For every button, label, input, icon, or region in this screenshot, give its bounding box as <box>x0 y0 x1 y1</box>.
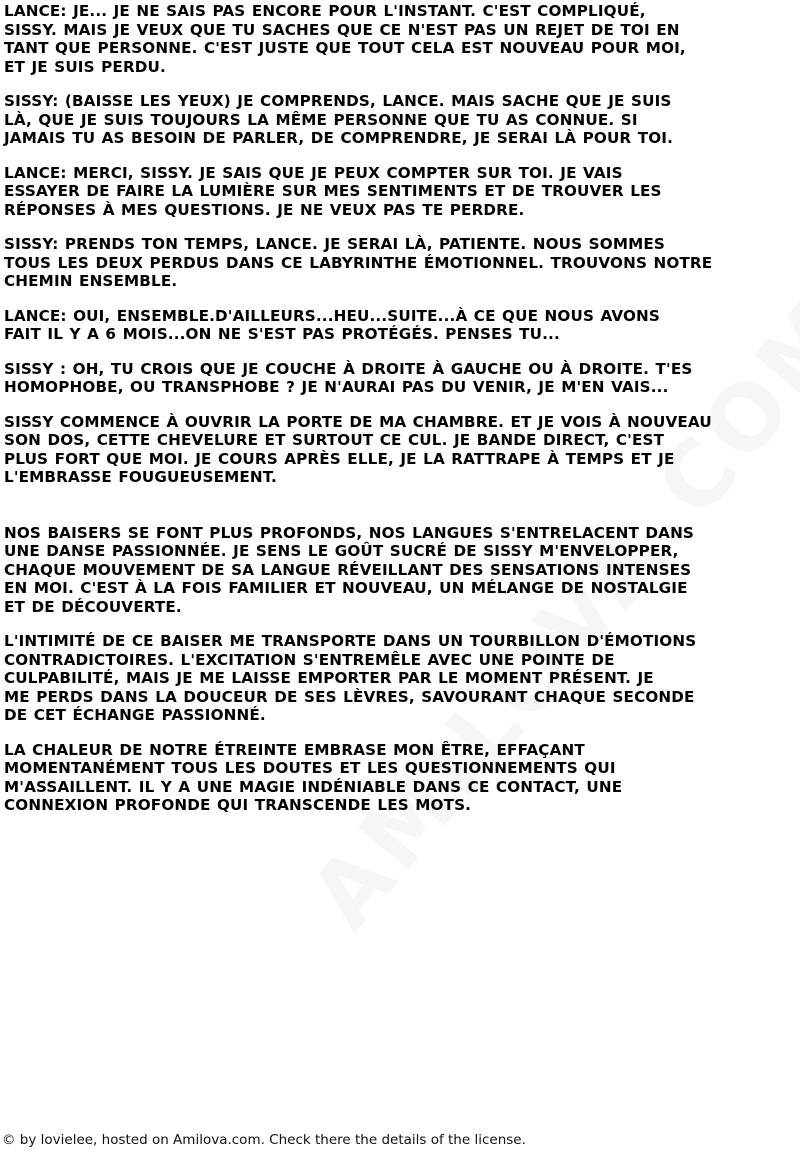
paragraph-4: SISSY: PRENDS TON TEMPS, LANCE. JE SERAI LÀ, PATIENTE. NOUS SOMMES TOUS LES DEUX PERDUS DANS CE LABYRINTHE ÉMOTIONNEL. TROUVONS NOTRE CHEMIN ENSEMBLE. <box>4 235 713 290</box>
license-footer: © by lovielee, hosted on Amilova.com. Check there the details of the license. <box>2 1132 526 1148</box>
paragraph-9: L'INTIMITÉ DE CE BAISER ME TRANSPORTE DANS UN TOURBILLON D'ÉMOTIONS CONTRADICTOIRES. L'EXCITATION S'ENTREMÊLE AVEC UNE POINTE DE CULPABILITÉ, MAIS JE ME LAISSE EMPORTER PAR LE MOMENT PRÉSENT. JE ME PERDS DANS LA DOUCEUR DE SES LÈVRES, SAVOURANT CHAQUE SECONDE DE CET ÉCHANGE PASSIONNÉ. <box>4 632 697 724</box>
paragraph-8: NOS BAISERS SE FONT PLUS PROFONDS, NOS LANGUES S'ENTRELACENT DANS UNE DANSE PASSIONNÉE. JE SENS LE GOÛT SUCRÉ DE SISSY M'ENVELOPPER, CHAQUE MOUVEMENT DE SA LANGUE RÉVEILLANT DES SENSATIONS INTENSES EN MOI. C'EST À LA FOIS FAMILIER ET NOUVEAU, UN MÉLANGE DE NOSTALGIE ET DE DÉCOUVERTE. <box>4 523 695 616</box>
paragraph-6: SISSY : OH, TU CROIS QUE JE COUCHE À DROITE À GAUCHE OU À DROITE. T'ES HOMOPHOBE, OU TRANSPHOBE ? JE N'AURAI PAS DU VENIR, JE M'EN VAIS... <box>4 359 693 396</box>
paragraph-3: LANCE: MERCI, SISSY. JE SAIS QUE JE PEUX COMPTER SUR TOI. JE VAIS ESSAYER DE FAIRE LA LUMIÈRE SUR MES SENTIMENTS ET DE TROUVER LES RÉPONSES À MES QUESTIONS. JE NE VEUX PAS TE PERDRE. <box>4 163 662 219</box>
paragraph-1: LANCE: JE... JE NE SAIS PAS ENCORE POUR L'INSTANT. C'EST COMPLIQUÉ, SISSY. MAIS JE VEUX QUE TU SACHES QUE CE N'EST PAS UN REJET DE TOI EN TANT QUE PERSONNE. C'EST JUSTE QUE TOUT CELA EST NOUVEAU POUR MOI, ET JE SUIS PERDU. <box>4 2 686 76</box>
story-text <box>4 2 790 815</box>
paragraph-10: LA CHALEUR DE NOTRE ÉTREINTE EMBRASE MON ÊTRE, EFFAÇANT MOMENTANÉMENT TOUS LES DOUTES ET LES QUESTIONNEMENTS QUI M'ASSAILLENT. IL Y A UNE MAGIE INDÉNIABLE DANS CE CONTACT, UNE CONNEXION PROFONDE QUI TRANSCENDE LES MOTS. <box>4 740 623 814</box>
paragraph-2: SISSY: (BAISSE LES YEUX) JE COMPRENDS, LANCE. MAIS SACHE QUE JE SUIS LÀ, QUE JE SUIS TOUJOURS LA MÊME PERSONNE QUE TU AS CONNUE. SI JAMAIS TU AS BESOIN DE PARLER, DE COMPRENDRE, JE SERAI LÀ POUR TOI. <box>4 92 674 147</box>
paragraph-7: SISSY COMMENCE À OUVRIR LA PORTE DE MA CHAMBRE. ET JE VOIS À NOUVEAU SON DOS, CETTE CHEVELURE ET SURTOUT CE CUL. JE BANDE DIRECT, C'EST PLUS FORT QUE MOI. JE COURS APRÈS ELLE, JE LA RATTRAPE À TEMPS ET JE L'EMBRASSE FOUGUEUSEMENT. <box>4 412 712 486</box>
paragraph-5: LANCE: OUI, ENSEMBLE.D'AILLEURS...HEU...SUITE...À CE QUE NOUS AVONS FAIT IL Y A 6 MOIS...ON NE S'EST PAS PROTÉGÉS. PENSES TU... <box>4 306 660 343</box>
